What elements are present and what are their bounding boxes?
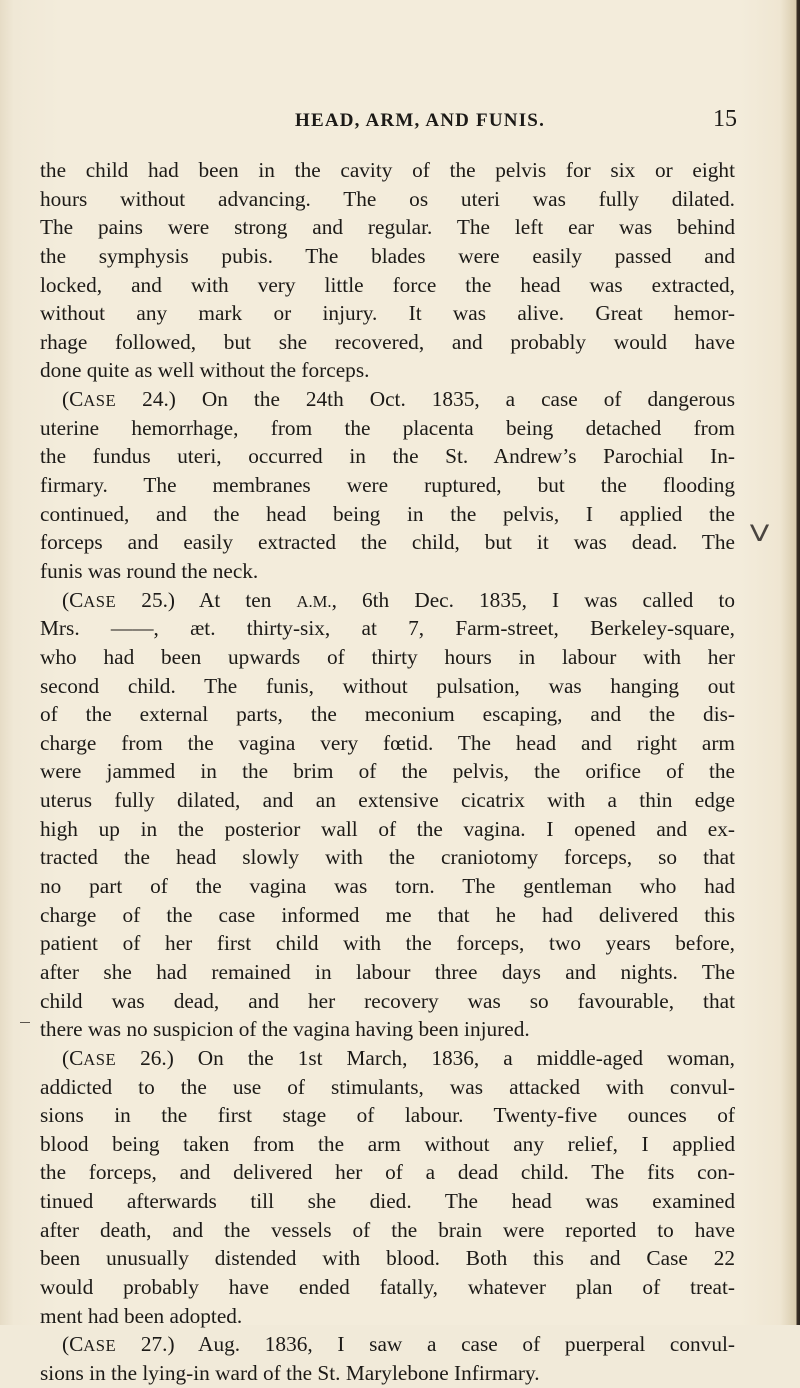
page-number: 15 [713,106,737,132]
text-line: (CASE 27.) Aug. 1836, I saw a case of puerperal convul- [62,1332,735,1357]
text-line: addicted to the use of stimulants, was attacked with convul- [40,1074,735,1099]
text-line: blood being taken from the arm without any relief, I applied [40,1131,735,1156]
text-line: locked, and with very little force the head was extracted, [40,272,735,297]
text-line: the forceps, and delivered her of a dead child. The fits con- [40,1160,735,1185]
body-text [40,156,735,1388]
text-line: been unusually distended with blood. Both this and Case 22 [40,1246,735,1271]
text-line: who had been upwards of thirty hours in labour with her [40,644,735,669]
margin-dash-mark [20,1022,30,1023]
text-line: funis was round the neck. [40,558,259,583]
text-line: high up in the posterior wall of the vagina. I opened and ex- [40,816,735,841]
text-line: (CASE 24.) On the 24th Oct. 1835, a case of dangerous [62,387,735,412]
page-header [0,106,800,134]
text-line: Mrs. ——, æt. thirty-six, at 7, Farm-street, Berkeley-square, [40,616,735,641]
text-line: uterine hemorrhage, from the placenta being detached from [40,415,735,440]
text-line: charge of the case informed me that he had delivered this [40,902,735,927]
text-line: charge from the vagina very fœtid. The head and right arm [40,730,735,755]
text-line: there was no suspicion of the vagina having been injured. [40,1017,530,1042]
margin-check-mark: V [749,522,770,547]
text-line: patient of her first child with the forceps, two years before, [40,931,735,956]
text-line: the symphysis pubis. The blades were easily passed and [40,243,735,268]
text-line: ment had been adopted. [40,1303,243,1328]
text-line: (CASE 26.) On the 1st March, 1836, a middle-aged woman, [62,1045,735,1070]
text-line: continued, and the head being in the pelvis, I applied the [40,501,735,526]
text-line: rhage followed, but she recovered, and probably would have [40,329,735,354]
text-line: no part of the vagina was torn. The gentleman who had [40,874,735,899]
text-line: firmary. The membranes were ruptured, but the flooding [40,473,735,498]
text-line: the child had been in the cavity of the pelvis for six or eight [40,158,735,182]
text-line: of the external parts, the meconium escaping, and the dis- [40,702,735,727]
text-line: tracted the head slowly with the craniotomy forceps, so that [40,845,735,870]
text-line: the fundus uteri, occurred in the St. Andrew’s Parochial In- [40,444,735,469]
running-head: HEAD, ARM, AND FUNIS. [294,110,546,131]
text-line: without any mark or injury. It was alive. Great hemor- [40,301,735,326]
text-line: hours without advancing. The os uteri was fully dilated. [40,186,735,211]
text-line: were jammed in the brim of the pelvis, the orifice of the [40,759,735,784]
text-line: The pains were strong and regular. The left ear was behind [40,215,735,240]
text-line: uterus fully dilated, and an extensive cicatrix with a thin edge [40,788,735,813]
text-line: sions in the first stage of labour. Twenty-five ounces of [40,1103,735,1128]
text-line: tinued afterwards till she died. The head was examined [40,1189,735,1214]
text-line: sions in the lying-in ward of the St. Marylebone Infirmary. [40,1360,540,1385]
text-line: after she had remained in labour three days and nights. The [40,959,735,984]
text-line: forceps and easily extracted the child, but it was dead. The [40,530,735,555]
text-line: would probably have ended fatally, whatever plan of treat- [40,1274,735,1299]
text-line: done quite as well without the forceps. [40,358,370,383]
text-line: (CASE 25.) At ten A.M., 6th Dec. 1835, I was called to [62,587,736,612]
text-line: second child. The funis, without pulsation, was hanging out [40,673,735,698]
text-line: child was dead, and her recovery was so favourable, that [40,988,735,1013]
text-line: after death, and the vessels of the brain were reported to have [40,1217,735,1242]
